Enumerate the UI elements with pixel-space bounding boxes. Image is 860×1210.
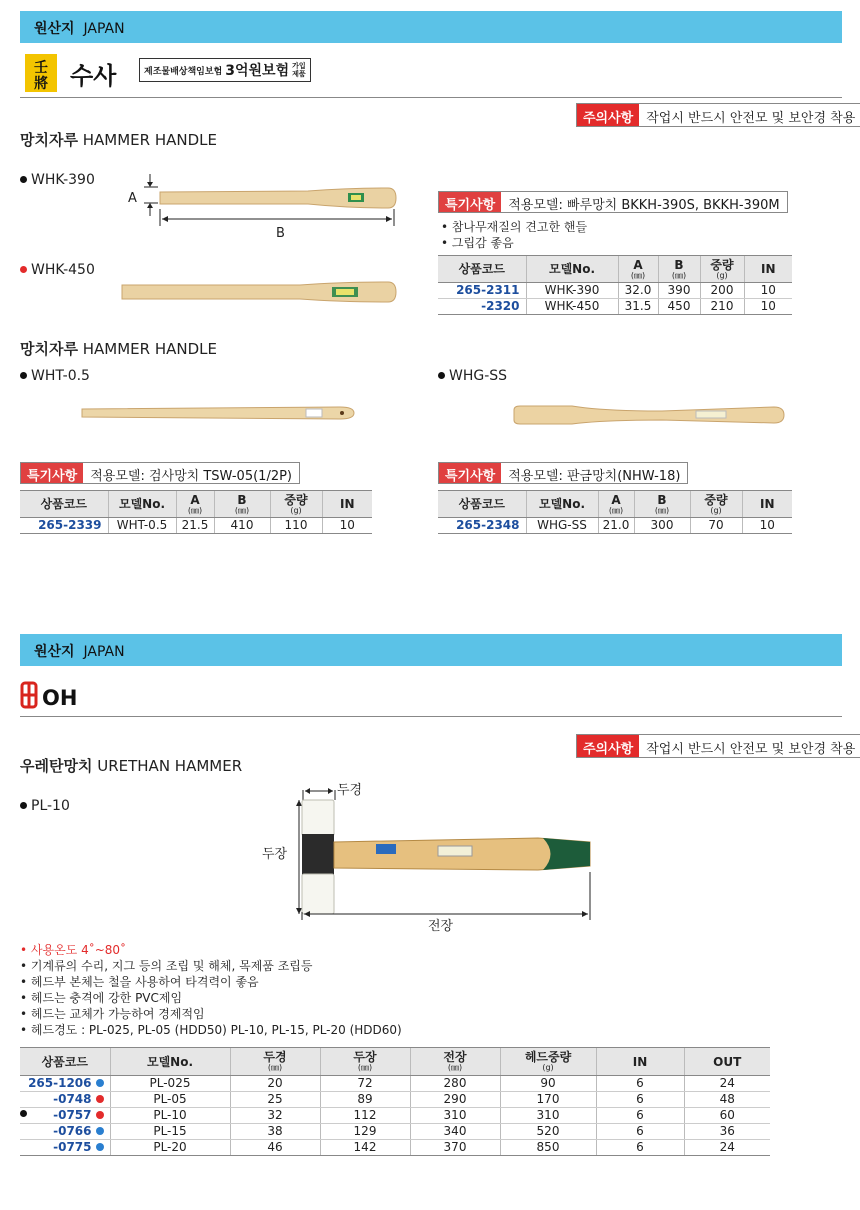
feature-note-whk: 특기사항 적용모델: 빠루망치 BKKH-390S, BKKH-390M [438, 191, 788, 213]
insurance-badge: 제조물배상책임보험 3억원보험 가입 제품 [139, 58, 311, 82]
model-label-whk-450: WHK-450 [20, 262, 95, 278]
status-dot-icon [96, 1095, 104, 1103]
origin-label: 원산지 JAPAN [34, 21, 125, 37]
status-dot-icon [96, 1143, 104, 1151]
brand-divider-2 [20, 716, 842, 717]
sooa-brand-logo-icon [24, 53, 58, 93]
origin-label: 원산지 JAPAN [34, 644, 125, 660]
spec-table-pl [20, 1047, 770, 1156]
spec-table-whk [438, 255, 792, 315]
table-header-row: 상품코드 모델No. A (㎜) B (㎜) 중량 (g) IN [438, 491, 792, 518]
handle-image-whk-390 [158, 186, 398, 210]
brand-divider [20, 97, 842, 98]
table-row: 265-1206 PL-025 20 72 280 90 6 24 [20, 1076, 770, 1092]
urethane-hammer-image [288, 786, 598, 922]
warning-tag: 주의사항 [577, 104, 639, 126]
model-label-wht-05: WHT-0.5 [20, 368, 90, 384]
table-row: 265-2348 WHG-SS 21.0 300 70 10 [438, 518, 792, 534]
handle-image-wht-05 [80, 404, 358, 422]
section-title-hammer-handle-2: 망치자루 HAMMER HANDLE [20, 340, 217, 358]
table-row: -0766 PL-15 38 129 340 520 6 36 [20, 1124, 770, 1140]
status-dot-icon [96, 1111, 104, 1119]
table-row: -0748 PL-05 25 89 290 170 6 48 [20, 1092, 770, 1108]
dimension-head-diameter-label: 두경 [337, 783, 363, 798]
model-label-whk-390: WHK-390 [20, 172, 95, 188]
table-header-row: 상품코드 모델No. 두경 (㎜) 두장 (㎜) 전장 (㎜) 헤드중량 (g) IN OUT [20, 1048, 770, 1076]
safety-warning-2: 주의사항 작업시 반드시 안전모 및 보안경 착용 [576, 734, 860, 758]
feature-note-wht: 특기사항 적용모델: 검사망치 TSW-05(1/2P) [20, 462, 300, 484]
section-title-urethan-hammer: 우레탄망치 URETHAN HAMMER [20, 757, 243, 775]
status-dot-icon [96, 1079, 104, 1087]
svg-text:壬: 壬 [34, 60, 48, 76]
table-row: -0757 PL-10 32 112 310 310 6 60 [20, 1108, 770, 1124]
table-row: 265-2339 WHT-0.5 21.5 410 110 10 [20, 518, 372, 534]
origin-banner-2 [20, 634, 842, 666]
table-row: -2320 WHK-450 31.5 450 210 10 [438, 299, 792, 315]
oh-brand-logo-icon [20, 680, 84, 710]
spec-table-wht [20, 490, 372, 534]
dimension-head-length-label: 두장 [262, 847, 288, 862]
model-label-pl-10: PL-10 [20, 798, 70, 814]
feature-bullets-whk: • 참나무재질의 견고한 핸들 • 그립감 좋음 [441, 220, 588, 250]
origin-banner [20, 11, 842, 43]
handle-image-whk-450 [120, 280, 398, 304]
safety-warning [576, 103, 860, 127]
svg-text:將: 將 [34, 76, 48, 92]
model-label-whg-ss: WHG-SS [438, 368, 507, 384]
status-dot-icon [96, 1127, 104, 1135]
section-title-hammer-handle: 망치자루 HAMMER HANDLE [20, 131, 217, 149]
svg-text:OH: OH [42, 686, 78, 710]
table-row: 265-2311 WHK-390 32.0 390 200 10 [438, 283, 792, 299]
feature-note-whg: 특기사항 적용모델: 판금망치(NHW-18) [438, 462, 688, 484]
feature-bullets-pl: • 사용온도 4˚~80˚ • 기계류의 수리, 지그 등의 조립 및 해체, 목제품 조립등 • 헤드부 본체는 철을 사용하여 타격력이 좋음 • 헤드는 충격에 강한 PVC제임 • 헤드는 교체가 가능하여 경제적임 • 헤드경도 : PL-025, PL-05 (HDD50) PL-10, PL-15, PL-20 (HDD60) [20, 943, 402, 1037]
table-header-row: 상품코드 모델No. A (㎜) B (㎜) 중량 (g) IN [438, 256, 792, 283]
spec-table-whg [438, 490, 792, 534]
table-row: -0775 PL-20 46 142 370 850 6 24 [20, 1140, 770, 1156]
warning-text: 작업시 반드시 안전모 및 보안경 착용 [646, 111, 856, 126]
dimension-total-length-label: 전장 [428, 919, 454, 934]
dimension-a-label: A [128, 191, 137, 206]
handle-image-whg-ss [512, 402, 786, 428]
dimension-b-label: B [276, 226, 285, 241]
table-header-row: 상품코드 모델No. A (㎜) B (㎜) 중량 (g) IN [20, 491, 372, 518]
brand-name: 수사 [70, 62, 117, 90]
